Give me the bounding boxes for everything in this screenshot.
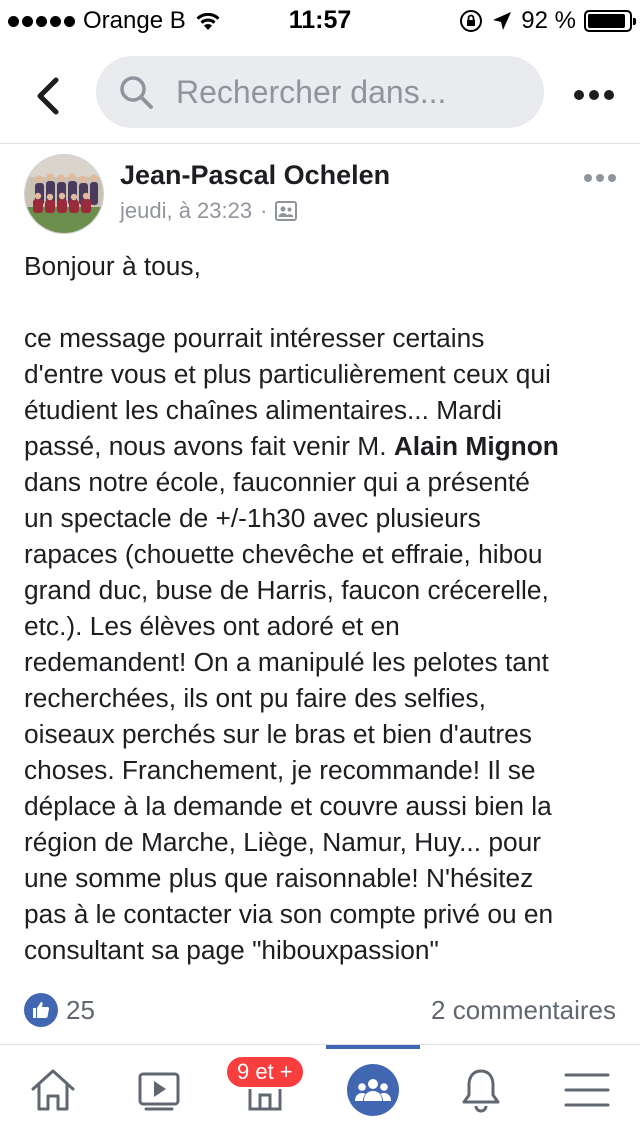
post-timestamp[interactable]: jeudi, à 23:23 [120,198,253,223]
post-line: redemandent! On a manipulé les pelotes tant [24,647,549,677]
tab-bar [0,1045,640,1135]
post-line: une somme plus que raisonnable! N'hésitez [24,863,534,893]
tab-notifications[interactable] [428,1045,534,1135]
comments-count[interactable]: 2 commentaires [431,994,616,1025]
meta-separator: · [260,198,268,223]
post-line-text: passé, nous avons fait venir M. [24,431,394,461]
carrier-name: Orange B [83,7,186,34]
reactions-bar [24,990,616,1030]
post-line: choses. Franchement, je recommande! Il se [24,755,536,785]
post-line: région de Marche, Liège, Namur, Huy... pour [24,827,541,857]
like-count[interactable]: 25 [66,994,95,1025]
hamburger-menu-icon [562,1065,612,1115]
bell-icon [456,1065,506,1115]
dot-icon [608,174,616,182]
avatar[interactable] [24,154,104,234]
post-header [0,150,640,240]
audience-group-icon [275,200,297,222]
status-bar [0,0,640,40]
notification-badge: 9 et + [225,1055,305,1089]
post-line: dans notre école, fauconnier qui a présenté [24,467,530,497]
search-header [0,44,640,144]
tab-menu[interactable] [534,1045,640,1135]
thumbs-up-icon [31,1000,51,1020]
chevron-left-icon [28,74,68,118]
more-options-button[interactable] [574,90,614,100]
dot-icon [574,90,584,100]
tab-home[interactable] [0,1045,106,1135]
post-line: déplace à la demande et couvre aussi bien la [24,791,552,821]
video-play-icon [134,1065,184,1115]
post-line: etc.). Les élèves ont adoré et en [24,611,400,641]
back-button[interactable] [28,74,68,118]
dot-icon [589,90,599,100]
dot-icon [604,90,614,100]
post-line [24,428,624,464]
mentioned-name: Alain Mignon [393,431,559,461]
like-reaction-icon[interactable] [24,993,58,1027]
battery-level [588,14,625,28]
status-right [459,7,632,35]
rotation-lock-icon [459,9,483,33]
battery-percent: 92 % [521,7,576,34]
post-author[interactable]: Jean-Pascal Ochelen [120,160,391,190]
tab-groups[interactable] [320,1045,426,1135]
battery-icon [584,10,632,32]
post-greeting: Bonjour à tous, [24,251,201,281]
post-line: grand duc, buse de Harris, faucon crécerelle, [24,575,549,605]
search-input[interactable] [176,74,536,111]
location-arrow-icon [491,10,513,32]
search-icon [118,74,154,110]
home-icon [28,1065,78,1115]
post-meta [120,198,297,224]
post-line: consultant sa page "hibouxpassion" [24,935,439,965]
groups-icon-bg [347,1064,399,1116]
post-line: recherchées, ils ont pu faire des selfies, [24,683,486,713]
post-options-button[interactable] [584,174,616,182]
post-line: rapaces (chouette chevêche et effraie, hibou [24,539,543,569]
post-line: ce message pourrait intéresser certains [24,323,485,353]
tab-watch[interactable] [106,1045,212,1135]
group-photo-image [25,155,104,234]
dot-icon [596,174,604,182]
clock: 11:57 [288,6,352,34]
post-line: oiseaux perchés sur le bras et bien d'autres [24,719,532,749]
dot-icon [584,174,592,182]
search-box[interactable] [96,56,544,128]
post-line: d'entre vous et plus particulièrement ceux qui [24,359,551,389]
post-line: étudient les chaînes alimentaires... Mardi [24,395,502,425]
groups-icon [354,1073,392,1107]
post-body [24,248,624,968]
post-line: pas à le contacter via son compte privé ou en [24,899,554,929]
post-line: un spectacle de +/-1h30 avec plusieurs [24,503,481,533]
